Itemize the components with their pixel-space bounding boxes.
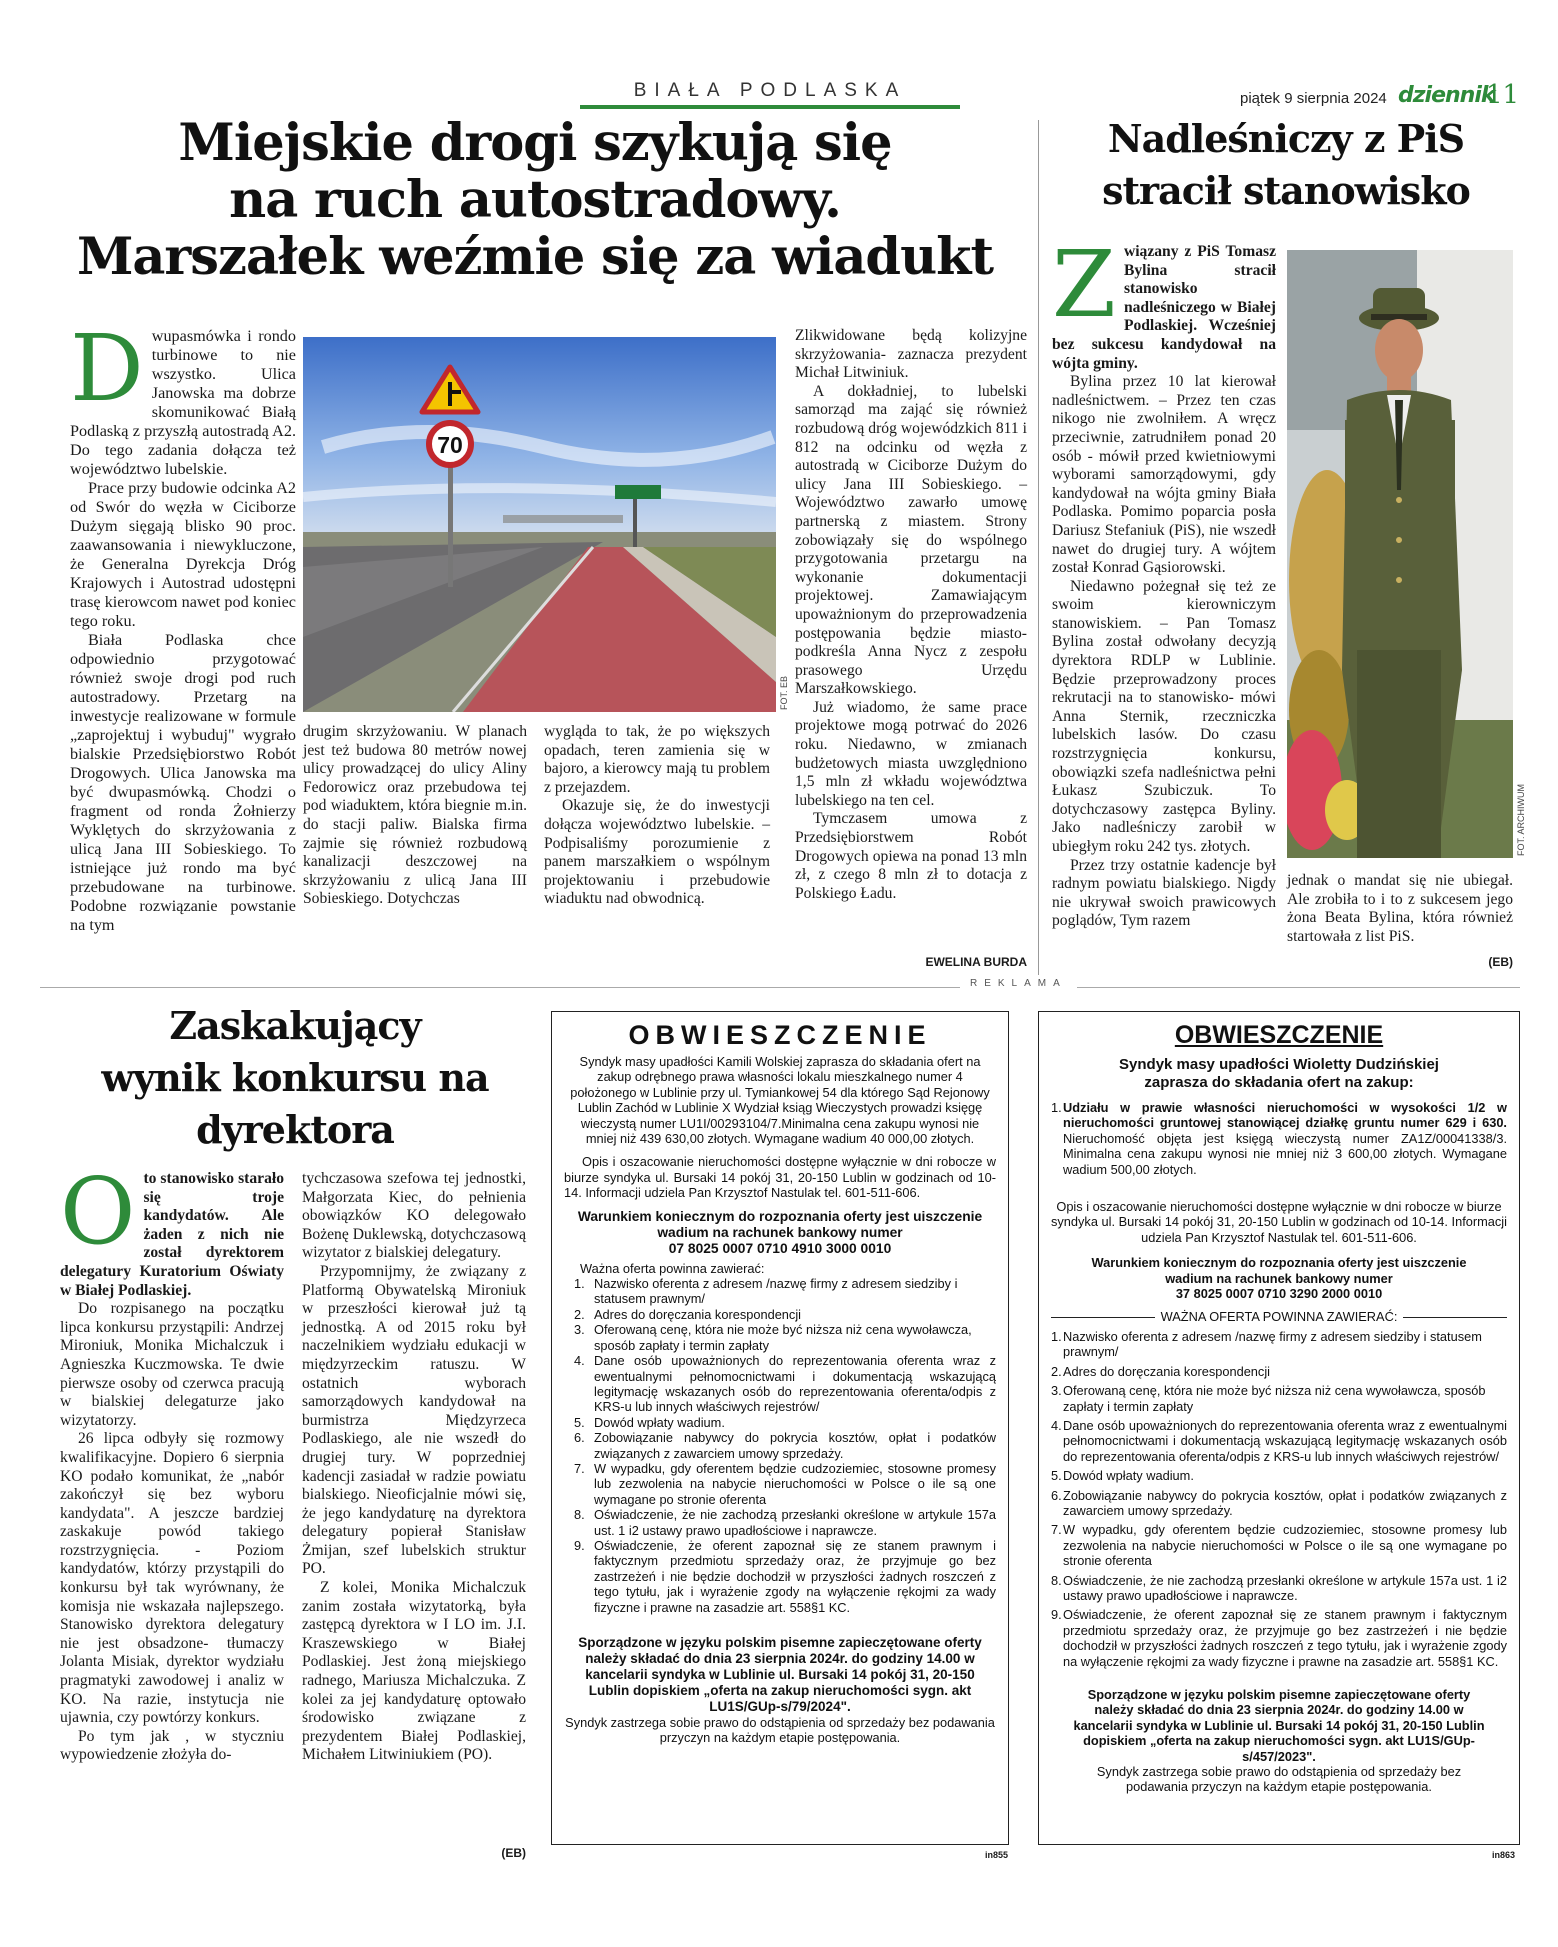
list-item: 7. W wypadku, gdy oferentem będzie cudzoziemiec, stosowne promesy lub zezwolenia na nabycie nieruchomości w Polsce o ile są one wymagane po stronie oferenta (1051, 1522, 1507, 1569)
article2-headline-line2: stracił stanowisko (1102, 168, 1470, 213)
article1-paragraph: Prace przy budowie odcinka A2 od Swór do węzła w Ciciborze Dużym sięgają blisko 90 proc. zaawansowania i niewykluczone, że Generalna Dyrekcja Dróg Krajowych i Autostrad udostępni trasę kierowcom nawet pod koniec tego roku. (70, 479, 296, 630)
article2-paragraph: Przez trzy ostatnie kadencje był radnym powiatu bialskiego. Nigdy nie ukrywał swoich prawicowych poglądów, Tym razem (1052, 856, 1276, 930)
ad2-account: 37 8025 0007 0710 3290 2000 0010 (1175, 1286, 1383, 1302)
section-header (580, 78, 960, 110)
article3-headline (60, 1000, 530, 1156)
ad1-list-header: Ważna oferta powinna zawierać: (580, 1260, 765, 1276)
list-item: 9. Oświadczenie, że oferent zapoznał się ze stanem prawnym i faktycznym przedmiotu sprzedaży oraz, że przyjmuje go bez zastrzeżeń i nie będzie dochodził w przyszłości żadnych roszczeń z tego tytułu, jak i wyrażenie zgody na wyłączenie rękojmi za wady fizyczne i prawne na zasadzie art. 558§1 KC. (1051, 1607, 1507, 1669)
article1-column3 (544, 723, 770, 909)
article2-author: (EB) (1488, 955, 1513, 969)
ad2-reserve: Syndyk zastrzega sobie prawo do odstąpienia od sprzedaży bez podawania przyczyn na każdym etapie postępowania. (1096, 1764, 1462, 1795)
ad2-title: OBWIESZCZENIE (1174, 1021, 1384, 1049)
announcement-ad-2 (1038, 1011, 1520, 1845)
article2-column1 (1052, 231, 1276, 931)
article3-headline-line1: Zaskakujący (169, 1003, 421, 1048)
list-item: 8. Oświadczenie, że nie zachodzą przesłanki określone w artykule 157a ust. 1 i2 ustawy prawo upadłościowe i naprawcze. (574, 1507, 996, 1538)
article3-column1 (60, 1158, 284, 1765)
article3-headline-line3: dyrektora (196, 1107, 394, 1152)
ad2-code: in863 (1492, 1850, 1516, 1860)
article3-author: (EB) (501, 1846, 526, 1860)
article3-paragraph: Z kolei, Monika Michalczuk zanim została wizytatorką, była zastępcą dyrektora w I LO im. J.I. Kraszewskiego w Białej Podlaskiej. Jest żoną miejskiego radnego, Mariusza Michalczuka. Z kolei za jej kandydaturę optowało środowisko związane z prezydentem Białej Podlaskiej, Michałem Litwiniukiem (PO). (302, 1579, 526, 1764)
ad1-code: in855 (985, 1850, 1009, 1860)
article1-headline-line3: Marszałek weźmie się za wiadukt (76, 227, 994, 287)
list-item: 2. Adres do doręczania korespondencji (574, 1306, 802, 1322)
article3-paragraph: Po tym jak , w styczniu wypowiedzenie złożyła do- (60, 1727, 284, 1764)
article1-headline-line1: Miejskie drogi szykują się (178, 113, 892, 173)
list-item: 6. Zobowiązanie nabywcy do pokrycia kosztów, opłat i podatków związanych z zawarciem umowy sprzedaży. (574, 1430, 996, 1461)
forester-photo (1287, 250, 1513, 858)
speed-sign-label: 70 (437, 432, 463, 458)
ad1-account: 07 8025 0007 0710 4910 3000 0010 (668, 1240, 892, 1256)
article2-column2 (1287, 872, 1513, 946)
page-number: 11 (1486, 80, 1520, 110)
article3-paragraph: Do rozpisanego na początku lipca konkursu przystąpili: Andrzej Mironiuk, Monika Michalczuk i Agnieszka Kuczmowska. Te dwie pierwsze osoby od czerwca pracują w bialskiej delegaturze jako wizytatorzy. (60, 1300, 284, 1429)
article3-column2 (302, 1170, 526, 1765)
article2-headline-line1: Nadleśniczy z PiS (1107, 116, 1465, 161)
ad1-condition: Warunkiem koniecznym do rozpoznania oferty jest uiszczenie wadium na rachunek bankowy numer (577, 1208, 983, 1240)
ad1-title: OBWIESZCZENIE (628, 1020, 932, 1050)
list-item: 8. Oświadczenie, że nie zachodzą przesłanki określone w artykule 157a ust. 1 i2 ustawy prawo upadłościowe i naprawcze. (1051, 1572, 1507, 1603)
article3-paragraph: tychczasowa szefowa tej jednostki, Małgorzata Kiec, do pełnienia obowiązków KO delegowało Bożenę Duklewską, dotychczasową wizytator z bialskiej delegatury. (302, 1170, 526, 1262)
article1-headline-line2: na ruch autostradowy. (229, 170, 841, 230)
article1-headline (40, 115, 1030, 286)
column-divider (1038, 120, 1039, 975)
ad2-item1: 1. Udziału w prawie własności nieruchomości w wysokości 1/2 w nieruchomości gruntowej stanowiącej działkę gruntu numer 629 i 630. Nieruchomość objęta jest księgą wieczystą numer ZA1Z/00041338/3. Minimalna cena zakupu wynosi nie mniej niż 3 600,00 złotych. Wymagane wadium 500,00 złotych. (1051, 1100, 1507, 1177)
article2-paragraph: Niedawno pożegnał się też ze swoim kierowniczym stanowiskiem. – Pan Tomasz Bylina został odwołany decyzją dyrektora RDLP w Lublinie. Będzie przeprowadzony proces rekrutacji na to stanowisko- mówi Anna Sternik, rzeczniczka lubelskich lasów. Do czasu rozstrzygnięcia konkursu, obowiązki szefa nadleśnictwa pełni Łukasz Szubiczuk. To dotychczasowy zastępca Byliny. Jako nadleśniczy zarobił w ubiegłym roku 242 tys. złotych. (1052, 577, 1276, 855)
issue-date: piątek 9 sierpnia 2024 (1240, 90, 1387, 107)
road-photo-credit: FOT. EB (779, 675, 789, 710)
section-title: BIAŁA PODLASKA (633, 80, 907, 101)
article1-paragraph: wupasmówka i rondo turbinowe to nie wszystko. Ulica Janowska ma dobrze skomunikować Białą Podlaską z przyszłą autostradą A2. Do tego zadania dołącza też województwo lubelskie. (70, 327, 296, 478)
article1-paragraph: A dokładniej, to lubelski samorząd ma zająć się również rozbudową dróg wojewódzkich 811 i 812 na odcinku od węzła z autostradą w Ciciborze Dużym do ulicy Jana III Sobieskiego. – Województwo zawarło umowę partnerską z miastem. Strony zobowiązały się do wspólnego przygotowania przetargu na wykonanie dokumentacji projektowej. Zamawiającym upoważnionym do przeprowadzenia postępowania będzie miasto-podkreśla Anna Nycz z zespołu prasowego Urzędu Marszałkowskiego. (795, 382, 1027, 698)
article2-lead: wiązany z PiS Tomasz Bylina stracił stanowisko nadleśniczego w Białej Podlaskiej. Wcześniej bez sukcesu kandydował na wójta gminy. (1052, 243, 1276, 372)
article1-dropcap: D (70, 315, 144, 422)
section-underline (580, 105, 960, 109)
article2-paragraph: jednak o mandat się nie ubiegał. Ale zrobiła to i to z sukcesem jego żona Beata Bylina, która również startowała z list PiS. (1287, 872, 1513, 945)
list-item: 4. Dane osób upoważnionych do reprezentowania oferenta wraz z ewentualnymi pełnomocnictwami i dokumentacją wskazującą legitymację wskazanych osób do reprezentowania oferenta/odpis z KRS-u lub innych właściwych rejestrów/ (1051, 1417, 1507, 1464)
ad2-condition: Warunkiem koniecznym do rozpoznania oferty jest uiszczenie wadium na rachunek bankowy numer (1091, 1255, 1467, 1286)
article1-column4 (795, 327, 1027, 903)
ad1-intro: Syndyk masy upadłości Kamili Wolskiej zaprasza do składania ofert na zakup odrębnego prawa własności lokalu mieszkalnego numer 4 położonego w Lublinie przy ul. Tymiankowej 54 dla którego Sąd Rejonowy Lublin Zachód w Lublinie X Wydział ksiąg Wieczystych prowadzi księgę wieczystą numer LU1I/00293104/7.Minimalna cena zakupu wynosi nie mniej niż 439 630,00 złotych. Wymagane wadium 40 000,00 złotych. (570, 1054, 990, 1147)
article3-lead: to stanowisko starało się troje kandydatów. Ale żaden z nich nie został dyrektorem delegatury Kuratorium Oświaty w Białej Podlaskiej. (60, 1170, 284, 1299)
article1-paragraph: Już wiadomo, że same prace projektowe mogą potrwać do 2026 roku. Niedawno, w zmianach budżetowych miasta uwzględniono 1,5 mln zł wkładu województwa lubelskiego na ten cel. (795, 698, 1027, 809)
list-item: 6. Zobowiązanie nabywcy do pokrycia kosztów, opłat i podatków związanych z zawarciem umowy sprzedaży. (1051, 1487, 1507, 1518)
ad2-list (1051, 1329, 1507, 1669)
ad1-info: Opis i oszacowanie nieruchomości dostępne wyłącznie w dni robocze w biurze syndyka ul. Bursaki 14 pokój 31, 20-150 Lublin w godzinach od 10-14. Informacji udziela Pan Krzysztof Nastulak tel. 601-511-606. (564, 1154, 996, 1201)
list-item: 1. Nazwisko oferenta z adresem /nazwę firmy z adresem siedziby i statusem prawnym/ (1051, 1328, 1482, 1360)
list-item: 4. Dane osób upoważnionych do reprezentowania oferenta wraz z ewentualnymi pełnomocnictwami i dokumentacją wskazującą legitymację wskazanych osób do reprezentowania oferenta/odpis z KRS-u lub innych właściwych rejestrów/ (574, 1353, 996, 1415)
ad2-subtitle: Syndyk masy upadłości Wioletty Dudzińskiej zaprasza do składania ofert na zakup: (1119, 1056, 1439, 1091)
article2-dropcap: Z (1052, 231, 1116, 338)
ad1-list (564, 1276, 996, 1615)
list-item: 5. Dowód wpłaty wadium. (1051, 1468, 1194, 1484)
list-item: 1. Nazwisko oferenta z adresem /nazwę firmy z adresem siedziby i statusem prawnym/ (574, 1276, 958, 1307)
article3-headline-line2: wynik konkursu na (101, 1055, 489, 1100)
ad2-list-header: WAŻNA OFERTA POWINNA ZAWIERAĆ: (1160, 1309, 1398, 1325)
ad2-closing: Sporządzone w języku polskim pisemne zapieczętowane oferty należy składać do dnia 23 sierpnia 2024r. do godziny 14.00 w kancelarii syndyka w Lublinie ul. Bursaki 14 pokój 31, 20-150 Lublin dopiskiem „oferta na zakup nieruchomości sygn. akt LU1S/GUp-s/457/2023". (1073, 1687, 1485, 1764)
article3-paragraph: 26 lipca odbyły się rozmowy kwalifikacyjne. Dopiero 6 sierpnia KO podało komunikat, że „nabór zakończył się bez wyboru kandydata". A jeszcze bardziej zaskakuje powód takiego rozstrzygnięcia. - Poziom kandydatów, którzy przystąpili do konkursu był tak wyrównany, że komisja nie wskazała najlepszego. Stanowisko dyrektora delegatury nie jest obsadzone- tłumaczy Jolanta Misiak, dyrektor wydziału pragmatyki zawodowej i analiz w KO. Na razie, instytucja nie ujawnia, czy powtórzy konkurs. (60, 1430, 284, 1727)
article2-headline (1046, 113, 1526, 217)
list-item: 2. Adres do doręczania korespondencji (1051, 1363, 1271, 1379)
article1-paragraph: drugim skrzyżowaniu. W planach jest też budowa 80 metrów nowej ulicy prowadzącej do ulicy Aliny Fedorowicz oraz przebudowa tej pod wiaduktem, która biegnie m.in. do stacji paliw. Bialska firma zajmie się również rozbudową kanalizacji deszczowej na skrzyżowaniu z ulicą Jana III Sobieskiego. Dotychczas (303, 723, 527, 908)
article1-column2 (303, 723, 527, 909)
article2-paragraph: Bylina przez 10 lat kierował nadleśnictwem. – Przez ten czas nikogo nie zwolniłem. A wręcz przeciwnie, zatrudniłem ponad 20 osób - mówił przed kwietniowymi wyborami samorządowymi, gdy kandydował na wójta gminy Biała Podlaska. Pomimo poparcia posła Dariusz Stefaniuk (PiS), nie wszedł nawet do drugiej tury. A wójtem został Konrad Gąsiorowski. (1052, 373, 1276, 577)
horizontal-rule (40, 987, 540, 988)
article3-dropcap: O (60, 1158, 136, 1265)
ad2-list-header-row (1051, 1309, 1507, 1324)
article1-paragraph: Tymczasem umowa z Przedsiębiorstwem Robót Drogowych opiewa na ponad 13 mln zł, z czego 8 mln zł to dotacja z Polskiego Ładu. (795, 810, 1027, 902)
list-item: 7. W wypadku, gdy oferentem będzie cudzoziemiec, stosowne promesy lub zezwolenia na nabycie nieruchomości w Polsce o ile są one wymagane po stronie oferenta (574, 1460, 996, 1507)
reklama-label: REKLAMA (960, 978, 1077, 989)
ad2-info: Opis i oszacowanie nieruchomości dostępne wyłącznie w dni robocze w biurze syndyka ul. Bursaki 14 pokój 31, 20-150 Lublin w godzinach od 10-14. Informacji udziela Pan Krzysztof Nastulak tel. 601-511-606. (1051, 1199, 1507, 1245)
article1-author: EWELINA BURDA (925, 955, 1027, 969)
article1-paragraph: Okazuje się, że do inwestycji dołącza województwo lubelskie. – Podpisaliśmy porozumienie z panem marszałkiem o wspólnym projektowaniu i przebudowie wiaduktu nad obwodnicą. (544, 797, 770, 908)
announcement-ad-1 (551, 1011, 1009, 1845)
list-item: 9. Oświadczenie, że oferent zapoznał się ze stanem prawnym i faktycznym przedmiotu sprzedaży oraz, że przyjmuje go bez zastrzeżeń i nie będzie dochodził w przyszłości żadnych roszczeń z tego tytułu, jak i wyrażenie zgody na wyłączenie rękojmi za wady fizyczne i prawne na zasadzie art. 558§1 KC. (574, 1537, 996, 1615)
list-item: 5. Dowód wpłaty wadium. (574, 1414, 725, 1430)
road-photo (303, 337, 776, 712)
article1-paragraph: Zlikwidowane będą kolizyjne skrzyżowania- zaznacza prezydent Michał Litwiniuk. (795, 327, 1027, 382)
article1-column1 (70, 315, 296, 935)
ad1-closing: Sporządzone w języku polskim pisemne zapieczętowane oferty należy składać do dnia 23 sierpnia 2024r. do godziny 14.00 w kancelarii syndyka w Lublinie ul. Bursaki 14 pokój 31, 20-150 Lublin dopiskiem „oferta na zakup nieruchomości sygn. akt LU1S/GUp-s/79/2024". (578, 1635, 982, 1714)
forester-photo-credit: FOT. ARCHIWUM (1516, 784, 1526, 856)
ad1-reserve: Syndyk zastrzega sobie prawo do odstąpienia od sprzedaży bez podawania przyczyn na każdym etapie postępowania. (565, 1715, 995, 1746)
list-item: 3. Oferowaną cenę, która nie może być niższa niż cena wywoławcza, sposób zapłaty i termin zapłaty (1051, 1383, 1486, 1414)
article3-paragraph: Przypomnijmy, że związany z Platformą Obywatelską Mironiuk w przeszłości kierował już tą jednostką. A od 2015 roku był naczelnikiem wydziału edukacji w międzyrzeckim ratuszu. W ostatnich wyborach samorządowych kandydował na burmistrza Międzyrzeca Podlaskiego, ale nie wszedł do drugiej tury. W poprzedniej kadencji zasiadał w radzie powiatu bialskiego. Nieoficjalnie mówi się, że jego kandydaturę na dyrektora delegatury popierał Stanisław Żmijan, szef lubelskich struktur PO. (302, 1262, 526, 1578)
article1-paragraph: wygląda to tak, że po większych opadach, teren zamienia się w bajoro, a kierowcy mają tu problem z przejazdem. (544, 723, 770, 796)
article1-paragraph: Biała Podlaska chce odpowiednio przygotować również swoje drogi pod ruch autostradowy. Przetarg na inwestycje realizowane w formule „zaprojektuj i wybuduj" wygrało bialskie Przedsiębiorstwo Robót Drogowych. Ulica Janowska ma być dwupasmówką. Chodzi o fragment od ronda Żołnierzy Wyklętych do skrzyżowania z ulicą Jana III Sobieskiego. To istniejące już rondo ma być przebudowane na turbinowe. Podobne rozwiązanie powstanie na tym (70, 631, 296, 934)
brand-logo: dziennik (1398, 83, 1495, 108)
list-item: 3. Oferowaną cenę, która nie może być niższa niż cena wywoławcza, sposób zapłaty i termin zapłaty (574, 1322, 972, 1353)
